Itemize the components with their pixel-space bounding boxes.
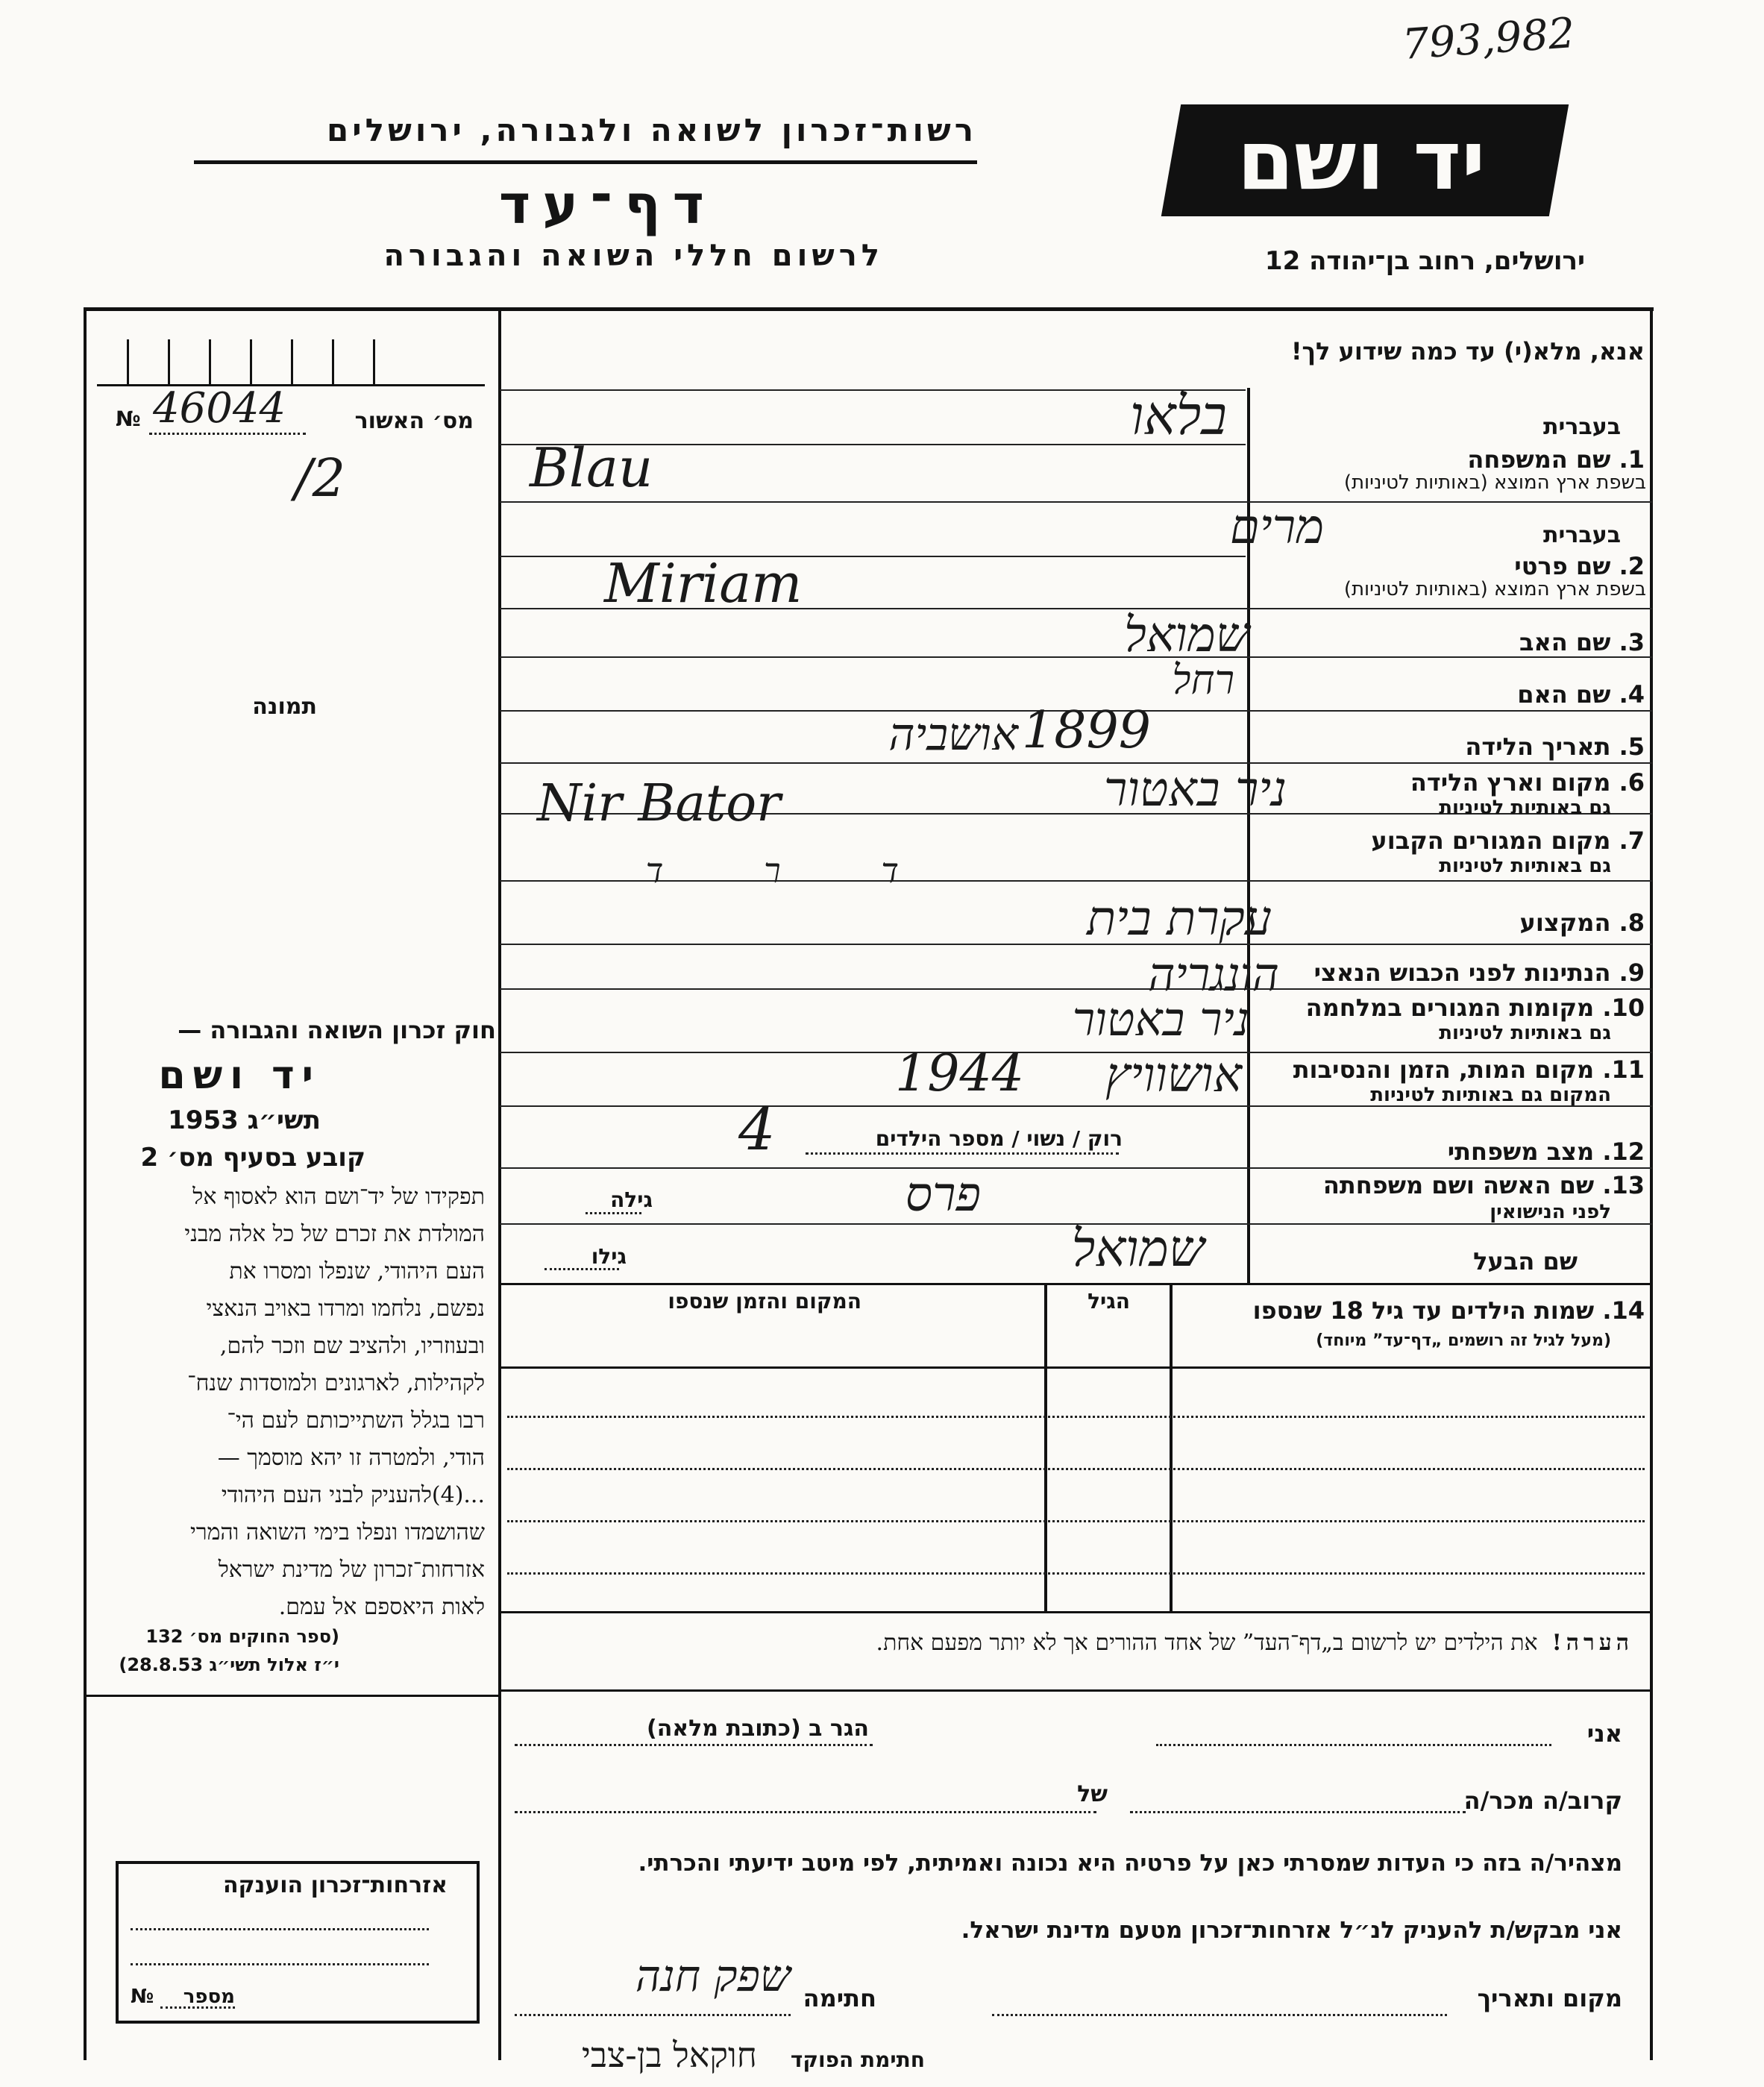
f6-num: 6. bbox=[1619, 768, 1645, 797]
f13-age-label: גילה bbox=[610, 1187, 653, 1212]
law-text bbox=[90, 1179, 485, 1626]
f5-num: 5. bbox=[1619, 732, 1645, 761]
logo-text: יד ושם bbox=[1237, 113, 1486, 208]
note-label: הערה! bbox=[1551, 1630, 1633, 1656]
frame-right bbox=[1650, 307, 1653, 2060]
citizenship-title: אזרחות־זכרון הוענקה bbox=[222, 1872, 448, 1898]
f8-label-text: המקצוע bbox=[1519, 908, 1611, 937]
decl-official-value: חוקאל בן-צבי bbox=[581, 2035, 757, 2075]
citizenship-line-1 bbox=[131, 1928, 429, 1930]
f1-value-hebrew: בלאו bbox=[1129, 384, 1227, 447]
column-divider bbox=[498, 307, 501, 2060]
decl-signature-label: חתימה bbox=[803, 1984, 876, 2012]
decl-of-label: של bbox=[1077, 1781, 1108, 1807]
f3-label bbox=[1519, 628, 1645, 656]
f12-label bbox=[1448, 1137, 1645, 1166]
husband-age-line bbox=[544, 1268, 619, 1270]
approval-number: 46044 bbox=[153, 384, 286, 433]
f1-label-text: שם המשפחה bbox=[1467, 445, 1611, 474]
header-rule bbox=[194, 160, 977, 164]
form-subtitle: לרשום חללי השואה והגבורה bbox=[383, 239, 884, 273]
f9-num: 9. bbox=[1619, 958, 1645, 987]
f7-label-text: מקום המגורים הקבוע bbox=[1371, 826, 1611, 855]
f1-sub: בשפת ארץ המוצא (באותיות לטיניות) bbox=[1343, 471, 1646, 494]
f11-value-place: אושוויץ bbox=[1105, 1048, 1242, 1103]
frame-left bbox=[84, 307, 87, 2060]
f12-label-text: מצב משפחתי bbox=[1447, 1137, 1595, 1166]
law-text-line: לקהילות, לארגונים ולמוסדות שנח־ bbox=[187, 1370, 485, 1396]
f11-value-year: 1944 bbox=[895, 1044, 1025, 1103]
f4-label bbox=[1517, 680, 1645, 709]
law-text-line: שהושמדו ונפלו בימי השואה והמרי bbox=[189, 1519, 485, 1545]
f5-label bbox=[1465, 732, 1645, 761]
decl-request: אני מבקש/ת להעניק לנ״ל אזרחות־זכרון מטעם מדינת ישראל. bbox=[961, 1917, 1622, 1944]
f14-row-line bbox=[507, 1520, 1645, 1522]
archive-number: 793,982 bbox=[1401, 9, 1577, 69]
law-text-line: תפקידו של יד־ושם הוא לאסוף אל bbox=[192, 1184, 485, 1210]
decl-name-line bbox=[1156, 1744, 1551, 1746]
f7-value: ד ר ד bbox=[645, 850, 944, 891]
f7-label bbox=[1371, 826, 1645, 855]
approval-line bbox=[149, 433, 306, 435]
f6-label-text: מקום וארץ הלידה bbox=[1410, 768, 1611, 797]
authority-title: רשות־זכרון לשואה ולגבורה, ירושלים bbox=[326, 112, 977, 148]
f14-label-text: שמות הילדים עד גיל 18 שנספו bbox=[1252, 1296, 1595, 1325]
f14-header-line bbox=[500, 1366, 1652, 1369]
decl-relative-line bbox=[1130, 1811, 1466, 1813]
f2-label bbox=[1514, 552, 1645, 580]
f10-sub: גם באותיות לטיניות bbox=[1439, 1022, 1611, 1044]
f14-divider-2 bbox=[1170, 1283, 1173, 1613]
f9-label bbox=[1314, 958, 1645, 987]
husband-value: שמואל bbox=[1071, 1220, 1205, 1278]
law-year: תשי״ג 1953 bbox=[168, 1105, 321, 1135]
f10-label bbox=[1306, 994, 1645, 1022]
f8-label bbox=[1520, 908, 1645, 937]
citizenship-line-2 bbox=[131, 1963, 429, 1965]
law-text-line: הודי, ולמטרה זו יהא מוסמך — bbox=[217, 1445, 485, 1471]
note-text: את הילדים יש לרשום ב„דף־העד” של אחד ההורים אך לא יותר מפעם אחת. bbox=[876, 1630, 1538, 1656]
law-text-line: אזרחות־זכרון של מדינת ישראל bbox=[218, 1557, 485, 1583]
decl-place-date-label: מקום ותאריך bbox=[1477, 1984, 1622, 2012]
approval-no-symbol: № bbox=[116, 407, 141, 431]
f1-num: 1. bbox=[1619, 445, 1645, 474]
frame-top bbox=[84, 307, 1654, 311]
f3-num: 3. bbox=[1619, 628, 1645, 656]
row-line bbox=[500, 944, 1652, 945]
f13-sub: לפני הנישואין bbox=[1490, 1201, 1611, 1223]
row-line bbox=[500, 762, 1652, 764]
f12-num: 12. bbox=[1602, 1137, 1645, 1166]
f2-sub: בשפת ארץ המוצא (באותיות לטיניות) bbox=[1343, 578, 1646, 600]
f1-sub-top: בעברית bbox=[1543, 414, 1621, 440]
f14-bottom-line bbox=[500, 1611, 1652, 1613]
f13-label-text: שם האשה ושם משפחתה bbox=[1322, 1171, 1595, 1199]
f14-sub: (מעל לגיל זה רושמים „דף־עד” מיוחד) bbox=[1316, 1331, 1611, 1350]
law-text-line: ובעוזריו, ולהציב שם וזכר להם, bbox=[219, 1333, 485, 1359]
f8-num: 8. bbox=[1619, 908, 1645, 937]
f14-row-line bbox=[507, 1416, 1645, 1418]
f14-col-age: הגיל bbox=[1087, 1289, 1130, 1314]
husband-age-label: גילו bbox=[591, 1244, 627, 1269]
law-text-line: רבו בגלל השתייכותם לעם הי־ bbox=[227, 1407, 485, 1434]
f14-row-line bbox=[507, 1468, 1645, 1470]
f4-label-text: שם האם bbox=[1517, 680, 1611, 709]
f13-label bbox=[1323, 1171, 1645, 1199]
f10-num: 10. bbox=[1602, 994, 1645, 1022]
f2-sub-top: בעברית bbox=[1543, 522, 1621, 548]
decl-resides-label: הגר ב (כתובת מלאה) bbox=[646, 1716, 869, 1742]
law-text-line: לאות היאספם אל עמם. bbox=[278, 1594, 485, 1620]
f13-num: 13. bbox=[1602, 1171, 1645, 1199]
note bbox=[876, 1630, 1633, 1656]
f6-value-latin: Nir Bator bbox=[537, 774, 781, 833]
form-title: דף־עד bbox=[498, 173, 716, 236]
decl-official-label: חתימת הפוקד bbox=[790, 2047, 925, 2072]
f2-value-latin: Miriam bbox=[604, 552, 803, 615]
decl-statement: מצהיר/ה בזה כי העדות שמסרתי כאן על פרטיה היא נכונה ואמיתית, לפי מיטב ידיעתי והכרתי. bbox=[638, 1850, 1622, 1877]
row-line bbox=[500, 501, 1652, 503]
row-line bbox=[500, 1167, 1652, 1169]
f5-value-text: אושביה bbox=[888, 709, 1018, 761]
law-reference-2: י״ז אלול תשי״ג 28.8.53) bbox=[119, 1654, 339, 1675]
f14-label bbox=[1253, 1296, 1645, 1325]
f5-label-text: תאריך הלידה bbox=[1465, 732, 1611, 761]
f2-num: 2. bbox=[1619, 552, 1645, 580]
f14-divider-1 bbox=[1044, 1283, 1047, 1613]
f7-num: 7. bbox=[1619, 826, 1645, 855]
citizenship-no-line bbox=[160, 2006, 235, 2009]
row-line bbox=[500, 1052, 1652, 1053]
f12-options: רוק / נשוי / מספר הילדים bbox=[875, 1126, 1123, 1151]
f6-label bbox=[1410, 768, 1645, 797]
f9-value: הונגריה bbox=[1148, 947, 1279, 1002]
f5-value-year: 1899 bbox=[1022, 701, 1152, 760]
decl-place-date-line bbox=[992, 2014, 1447, 2016]
f4-num: 4. bbox=[1619, 680, 1645, 709]
law-text-line: נפשם, נלחמו ומרדו באויב הנאצי bbox=[206, 1296, 485, 1322]
citizenship-no-label: מספר bbox=[183, 1986, 235, 2008]
law-text-line: המולדת את זכרם של כל אלה מבני bbox=[184, 1221, 485, 1247]
row-line bbox=[500, 988, 1652, 990]
decl-signature-value: שפק חנה bbox=[635, 1951, 791, 2001]
law-reference-1: (ספר החוקים מס׳ 132 bbox=[145, 1626, 339, 1647]
decl-signature-line bbox=[515, 2014, 791, 2016]
approval-label: מס׳ האשור bbox=[354, 408, 474, 434]
law-clause: קובע בסעיף מס׳ 2 bbox=[140, 1143, 365, 1173]
approval-fraction: /2 bbox=[295, 448, 346, 509]
f7-sub: גם באותיות לטיניות bbox=[1439, 855, 1611, 877]
note-bottom-line bbox=[500, 1689, 1652, 1692]
f6-sub: גם באותיות לטיניות bbox=[1439, 797, 1611, 819]
f3-label-text: שם האב bbox=[1519, 628, 1611, 656]
f2-value-hebrew: מרים bbox=[1229, 500, 1324, 555]
law-text-line: ...(4)להעניק לבני העם היהודי bbox=[221, 1482, 485, 1508]
header-address: ירושלים, רחוב בן־יהודה 12 bbox=[1264, 246, 1585, 276]
law-name: יד ושם bbox=[158, 1053, 321, 1098]
f12-value: 4 bbox=[738, 1096, 776, 1164]
f10-value: ניר באטור bbox=[1072, 992, 1249, 1046]
row-line bbox=[500, 656, 1652, 658]
f11-sub: המקום גם באותיות לטיניות bbox=[1370, 1084, 1611, 1106]
f11-label-text: מקום המות, הזמן והנסיבות bbox=[1293, 1055, 1595, 1084]
f10-label-text: מקומות המגורים במלחמה bbox=[1305, 994, 1595, 1022]
f13-value: פרס bbox=[905, 1167, 981, 1223]
law-title: חוק זכרון השואה והגבורה — bbox=[178, 1016, 496, 1044]
f14-col-place: המקום והזמן שנספו bbox=[668, 1289, 861, 1314]
f9-label-text: הנתינות לפני הכבוש הנאצי bbox=[1313, 958, 1611, 987]
husband-label: שם הבעל bbox=[1473, 1247, 1578, 1275]
f3-value: שמואל bbox=[1124, 608, 1249, 663]
decl-i-label: אני bbox=[1586, 1719, 1622, 1748]
decl-of-line bbox=[515, 1811, 1096, 1813]
f14-row-line bbox=[507, 1572, 1645, 1575]
decl-relative-label: קרוב/ה מכר/ה bbox=[1463, 1786, 1622, 1815]
law-bottom-rule bbox=[84, 1695, 500, 1697]
approval-boxes bbox=[97, 339, 485, 386]
f1-value-latin: Blau bbox=[530, 436, 653, 499]
f14-num: 14. bbox=[1602, 1296, 1645, 1325]
f1-label bbox=[1467, 445, 1645, 474]
f6-value-hebrew: ניר באטור bbox=[1103, 762, 1287, 817]
decl-address-line bbox=[515, 1744, 873, 1746]
citizenship-no-symbol: № bbox=[131, 1986, 154, 2008]
photo-label: תמונה bbox=[252, 694, 317, 720]
f13-age-line bbox=[586, 1212, 641, 1214]
f2-label-text: שם פרטי bbox=[1514, 552, 1611, 580]
law-text-line: העם היהודי, שנפלו ומסרו את bbox=[229, 1258, 485, 1284]
f11-label bbox=[1293, 1055, 1645, 1084]
f11-num: 11. bbox=[1602, 1055, 1645, 1084]
f8-value: עקרת בית bbox=[1087, 891, 1272, 947]
f4-value: רחל bbox=[1172, 656, 1234, 703]
row-line bbox=[500, 1283, 1652, 1285]
f12-line bbox=[806, 1152, 1119, 1155]
instructions: אנא, מלא(י) עד כמה שידוע לך! bbox=[1290, 337, 1645, 365]
